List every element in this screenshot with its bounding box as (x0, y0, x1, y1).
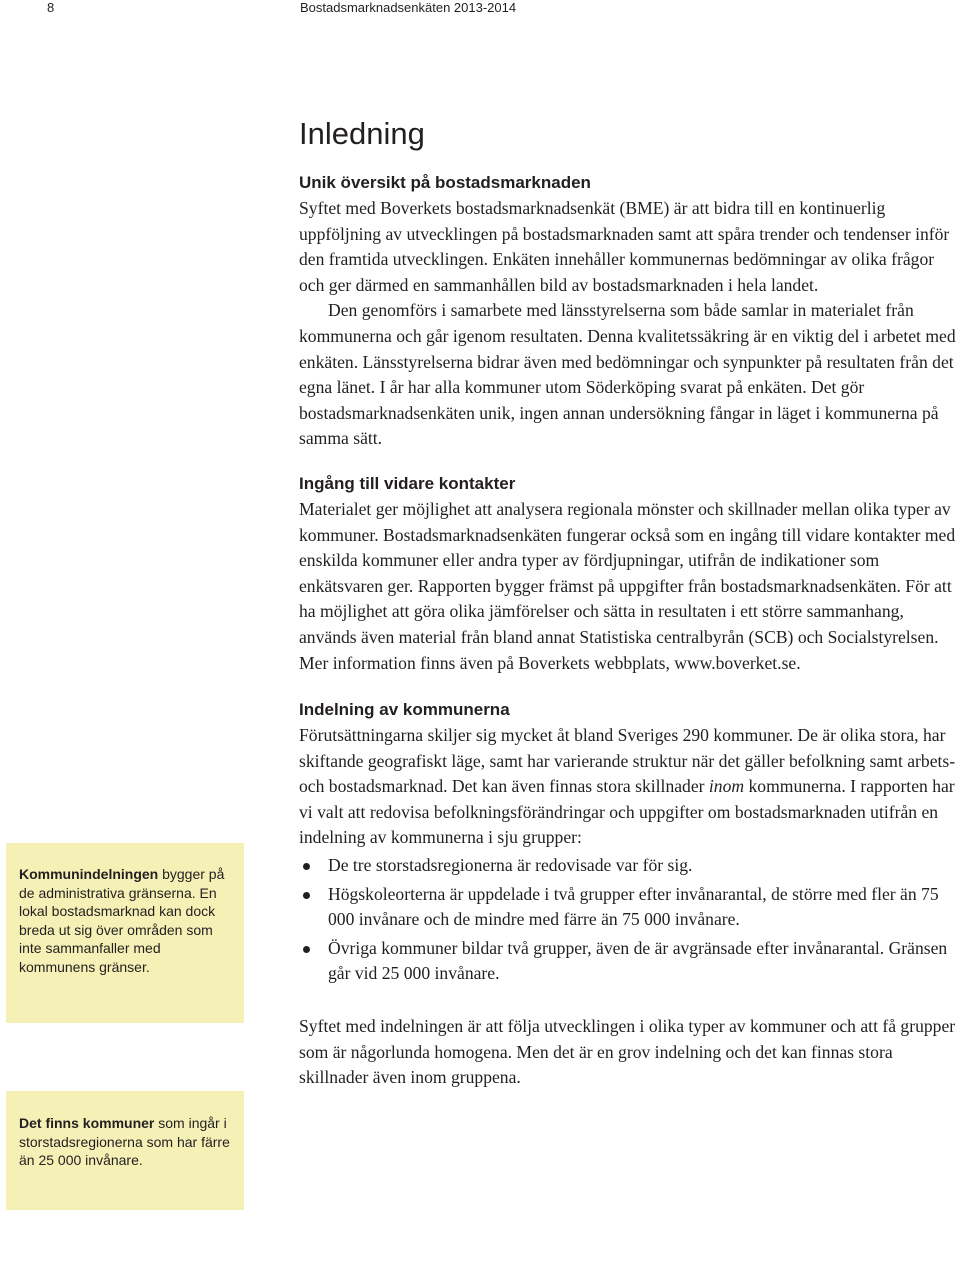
paragraph: Den genomförs i samarbete med länsstyrelserna som både samlar in materialet från kommunerna och går igenom resultaten. Denna kvalitetssäkring är en viktig del i arbetet med enkäten. Länsstyrelserna bidrar även med bedömningar och synpunkter på resultaten från det egna länet. I år har alla kommuner utom Söderköping svarat på enkäten. Det gör bostadsmarknadsenkäten unik, ingen annan undersökning fångar in läget i kommunerna på samma sätt. (299, 300, 956, 449)
sidebar-note-storstad (6, 1091, 244, 1210)
paragraph (299, 723, 960, 851)
list-item-text: Högskoleorterna är uppdelade i två grupper efter invånarantal, de större med fler än 75 000 invånare och de mindre med färre än 75 000 invånare. (328, 883, 939, 930)
bullet-icon (303, 863, 310, 870)
list-item (299, 853, 960, 879)
sidebar-note-kommunindelning (6, 843, 244, 1023)
section-heading: Ingång till vidare kontakter (299, 473, 516, 493)
section-heading: Indelning av kommunerna (299, 700, 510, 720)
running-header-title: Bostadsmarknadsenkäten 2013-2014 (300, 0, 517, 15)
list-item (299, 936, 960, 987)
intro-text-cont: kommunerna. I rapporten har vi valt att redovisa befolkningsförändringar och uppgifter om bostadsmarknaden utifrån en indelning av kommunerna i sju grupper: (299, 776, 955, 848)
paragraph: Materialet ger möjlighet att analysera regionala mönster och skillnader mellan olika typer av kommuner. Bostadsmarknadsenkäten fungerar också som en ingång till vidare kontakter med enskilda kommuner eller andra typer av fördjupningar, utifrån de indikationer som enkätsvaren ger. Rapporten bygger främst på uppgifter från bostadsmarknadsenkäten. För att ha möjlighet att göra olika jämförelser och sätta in resultaten i ett större sammanhang, används även material från bland annat Statistiska centralbyrån (SCB) och Socialstyrelsen. Mer information finns även på Boverkets webbplats, www.boverket.se. (299, 498, 956, 673)
note-bold-lead: Det finns kommuner (19, 1115, 155, 1131)
section-ingang-kontakter (299, 471, 960, 676)
chapter-title: Inledning (299, 116, 425, 151)
bullet-icon (303, 892, 310, 899)
section-indelning (299, 697, 960, 1091)
intro-text: Förutsättningarna skiljer sig mycket åt bland Sveriges 290 kommuner. De är olika stora, har skiftande geografiskt läge, samt har varierande struktur när det gäller befolkning samt arbets- och bostadsmarknad. Det kan även finnas stora skillnader (299, 725, 956, 797)
section-unik-oversikt (299, 170, 960, 452)
bullet-list (299, 853, 960, 987)
list-item (299, 882, 960, 933)
list-item-text: De tre storstadsregionerna är redovisade var för sig. (328, 855, 693, 876)
note-bold-lead: Kommunindelningen (19, 866, 159, 882)
note-text: bygger på de administrativa gränserna. En lokal bostadsmarknad kan dock breda ut sig över områden som inte sammanfaller med kommunens gränser. (19, 866, 225, 975)
list-item-text: Övriga kommuner bildar två grupper, även de är avgränsade efter invånarantal. Gränsen går vid 25 000 invånare. (328, 937, 948, 984)
section-heading: Unik översikt på bostadsmarknaden (299, 173, 591, 192)
running-header (0, 0, 960, 20)
paragraph: Syftet med indelningen är att följa utvecklingen i olika typer av kommuner och att få grupper som är någorlunda homogena. Men det är en grov indelning och det kan finnas stora skillnader även inom gruppena. (299, 1016, 956, 1088)
bullet-icon (303, 946, 310, 953)
page-number: 8 (47, 0, 55, 15)
paragraph: Syftet med Boverkets bostadsmarknadsenkät (BME) är att bidra till en kontinuerlig uppföljning av utvecklingen på bostadsmarknaden samt att spåra trender och tendenser inför den framtida utvecklingen. Enkäten innehåller kommunernas bedömningar av olika frågor och ger därmed en sammanhållen bild av bostadsmarknaden i hela landet. (299, 198, 950, 295)
note-text: som ingår i storstadsregionerna som har färre än 25 000 invånare. (19, 1115, 230, 1168)
emphasis: inom (708, 776, 745, 797)
main-column (299, 112, 960, 1110)
